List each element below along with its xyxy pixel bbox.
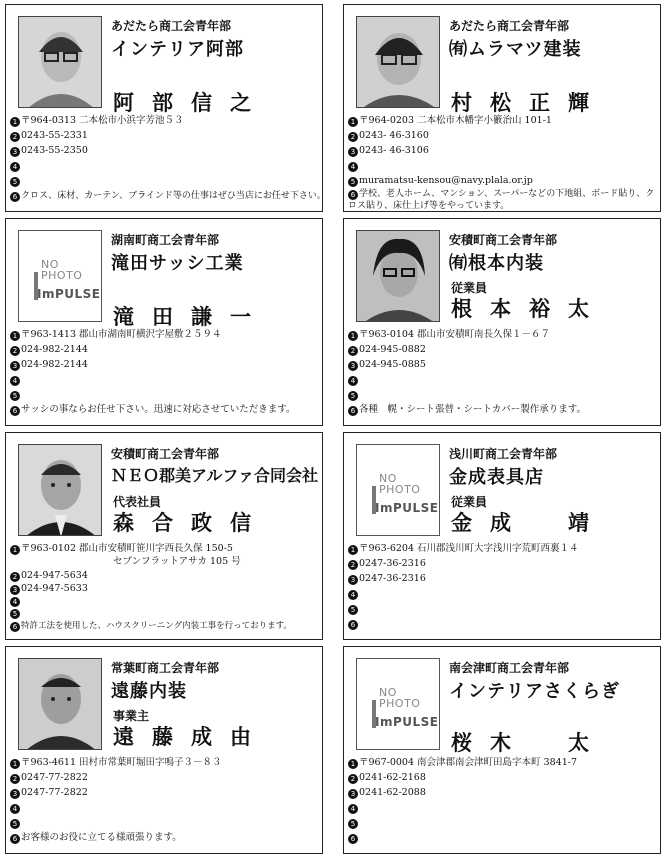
person-name: 森合政信: [113, 510, 269, 535]
empty-line: [348, 158, 656, 173]
company-name: 滝田サッシ工業: [111, 253, 244, 274]
description-line: 6 各種 幌・シート張替・シートカバー製作承ります。: [348, 402, 656, 417]
fax-line: 3 0241-62-2088: [348, 785, 656, 800]
member-card: [343, 646, 661, 854]
marker-icon: 4: [348, 162, 358, 172]
empty-line: [10, 595, 318, 607]
marker-icon: 2: [10, 132, 20, 142]
role-title: 事業主: [113, 709, 150, 723]
contact-lines: [10, 541, 318, 633]
contact-lines: [348, 113, 656, 212]
impulse-logo: ImPULSE: [375, 501, 439, 515]
role-title: 従業員: [451, 281, 488, 295]
email-line: [10, 607, 318, 619]
marker-icon: 4: [10, 804, 20, 814]
marker-icon: 1: [348, 759, 358, 769]
chamber-name: 南会津町商工会青年部: [449, 661, 570, 675]
description-line: 6 特許工法を使用した、ハウスクリーニング内装工事を行っております。: [10, 619, 318, 633]
marker-icon: 2: [348, 560, 358, 570]
marker-icon: 6: [348, 620, 358, 630]
member-card: [343, 4, 661, 212]
member-photo: [356, 230, 440, 322]
address-line: 1 〒963-1413 郡山市湖南町横沢字屋敷２５９４: [10, 327, 318, 342]
person-name: 金成 靖: [451, 510, 607, 535]
fax-line: 3 0243- 46-3106: [348, 143, 656, 158]
company-name: インテリアさくらぎ: [449, 681, 620, 702]
marker-icon: 3: [10, 361, 20, 371]
member-photo: [18, 444, 102, 536]
empty-line: [348, 586, 656, 601]
member-card: [5, 4, 326, 212]
marker-icon: 3: [10, 147, 20, 157]
company-name: ㈲根本内装: [449, 253, 544, 274]
description-line: 6 クロス、床材、カーテン、ブラインド等の仕事はぜひ当店にお任せ下さい。: [10, 188, 318, 204]
marker-icon: 3: [348, 575, 358, 585]
chamber-name: あだたら商工会青年部: [111, 19, 232, 33]
address-line: 1 〒963-0104 郡山市安積町南長久保１－６７: [348, 327, 656, 342]
member-photo: [18, 658, 102, 750]
marker-icon: 5: [348, 605, 358, 615]
phone-line: 2 0247-36-2316: [348, 556, 656, 571]
marker-icon: 2: [348, 132, 358, 142]
empty-line: [348, 800, 656, 815]
address-line: 1 〒964-0203 二本松市木幡字小籔治山 101-1: [348, 113, 656, 128]
contact-lines: [10, 327, 318, 417]
marker-icon: 1: [348, 117, 358, 127]
fax-line: 3 024-982-2144: [10, 357, 318, 372]
person-name: 村松正輝: [451, 90, 607, 115]
marker-icon: 1: [10, 759, 20, 769]
no-photo-placeholder: [356, 444, 440, 536]
phone-line: 2 024-947-5634: [10, 568, 318, 583]
email-line: 5 muramatsu-kensou@navy.plala.or.jp: [348, 173, 656, 188]
marker-icon: 5: [10, 609, 20, 619]
phone-line: 2 0243-55-2331: [10, 128, 318, 143]
address-line: 1 〒963-0102 郡山市安積町笹川字西長久保 150-5: [10, 541, 318, 556]
member-card: [5, 432, 323, 640]
person-name: 阿部信之: [113, 90, 269, 115]
member-card: [343, 432, 661, 640]
marker-icon: 4: [348, 804, 358, 814]
member-photo: [18, 16, 102, 108]
marker-icon: 2: [348, 346, 358, 356]
email-line: [348, 815, 656, 830]
fax-line: 3 0243-55-2350: [10, 143, 318, 158]
chamber-name: 浅川町商工会青年部: [449, 447, 558, 461]
chamber-name: あだたら商工会青年部: [449, 19, 570, 33]
person-name: 遠藤成由: [113, 724, 269, 749]
member-photo: [356, 16, 440, 108]
marker-icon: 3: [348, 147, 358, 157]
description-line: 6 サッシの事ならお任せ下さい。迅速に対応させていただきます。: [10, 402, 318, 417]
phone-line: 2 0247-77-2822: [10, 770, 318, 785]
person-name: 根本裕太: [451, 296, 607, 321]
fax-line: 3 0247-36-2316: [348, 571, 656, 586]
contact-lines: [348, 755, 656, 845]
marker-icon: 5: [10, 819, 20, 829]
marker-icon: 5: [348, 177, 358, 187]
chamber-name: 常葉町商工会青年部: [111, 661, 220, 675]
marker-icon: 6: [348, 190, 358, 200]
address-line: 1 〒963-4611 田村市常葉町堀田字鳴子３－８３: [10, 755, 318, 770]
marker-icon: 1: [348, 545, 358, 555]
person-name: 滝田謙一: [113, 304, 269, 329]
no-photo-text: NO PHOTO: [379, 686, 421, 710]
marker-icon: 4: [10, 376, 20, 386]
marker-icon: 6: [10, 622, 20, 632]
marker-icon: 2: [10, 572, 20, 582]
contact-lines: [10, 755, 318, 845]
phone-line: 2 024-945-0882: [348, 342, 656, 357]
marker-icon: 6: [10, 192, 20, 202]
description-line: 6 学校、老人ホーム、マンション、スーパーなどの下地組、ボード貼り、クロス貼り、床仕上げ等をやっています。: [348, 189, 655, 211]
company-name: ＮＥＯ郡美アルファ合同会社: [111, 466, 319, 485]
description-line: [348, 616, 656, 631]
marker-icon: 5: [10, 391, 20, 401]
marker-icon: 5: [10, 177, 20, 187]
company-name: インテリア阿部: [111, 39, 244, 60]
marker-icon: 6: [348, 834, 358, 844]
member-card: [5, 646, 323, 854]
email-line: [348, 387, 656, 402]
email-line: [348, 601, 656, 616]
member-card: [5, 218, 323, 426]
contact-lines: [348, 541, 656, 631]
chamber-name: 安積町商工会青年部: [111, 447, 220, 461]
address-line: 1 〒964-0313 二本松市小浜字芳池５３: [10, 113, 318, 128]
role-title: 従業員: [451, 495, 488, 509]
marker-icon: 5: [348, 819, 358, 829]
chamber-name: 安積町商工会青年部: [449, 233, 558, 247]
impulse-logo: ImPULSE: [37, 287, 101, 301]
email-line: [10, 387, 318, 402]
marker-icon: 1: [10, 331, 20, 341]
no-photo-text: NO PHOTO: [41, 258, 83, 282]
address-line: 1 〒963-6204 石川郡浅川町大字浅川字荒町西裏１４: [348, 541, 656, 556]
marker-icon: 2: [10, 774, 20, 784]
marker-icon: 2: [10, 346, 20, 356]
marker-icon: 3: [348, 789, 358, 799]
person-name: 桜木 太: [451, 730, 607, 755]
marker-icon: 3: [10, 789, 20, 799]
company-name: 金成表具店: [449, 467, 544, 488]
no-photo-text: NO PHOTO: [379, 472, 421, 496]
description-line: [348, 830, 656, 845]
contact-lines: [348, 327, 656, 417]
no-photo-placeholder: [18, 230, 102, 322]
fax-line: 3 024-945-0885: [348, 357, 656, 372]
role-title: 代表社員: [113, 495, 162, 509]
phone-line: 2 024-982-2144: [10, 342, 318, 357]
marker-icon: 4: [10, 597, 20, 607]
fax-line: 3 0247-77-2822: [10, 785, 318, 800]
email-line: [10, 815, 318, 830]
marker-icon: 3: [10, 585, 20, 595]
marker-icon: 4: [348, 590, 358, 600]
no-photo-placeholder: [356, 658, 440, 750]
marker-icon: 3: [348, 361, 358, 371]
impulse-logo: ImPULSE: [375, 715, 439, 729]
phone-line: 2 0243- 46-3160: [348, 128, 656, 143]
empty-line: [348, 372, 656, 387]
marker-icon: 1: [10, 117, 20, 127]
member-card: [343, 218, 661, 426]
marker-icon: 1: [348, 331, 358, 341]
address-line-2: セブンフラットアサカ 105 号: [113, 556, 241, 567]
phone-line: 2 0241-62-2168: [348, 770, 656, 785]
address-line: 1 〒967-0004 南会津郡南会津町田島字本町 3841-7: [348, 755, 656, 770]
marker-icon: 6: [10, 406, 20, 416]
marker-icon: 1: [10, 545, 20, 555]
company-name: ㈲ムラマツ建装: [449, 39, 582, 60]
marker-icon: 5: [348, 391, 358, 401]
contact-lines: [10, 113, 326, 204]
marker-icon: 6: [10, 834, 20, 844]
empty-line: [10, 800, 318, 815]
empty-line: [10, 372, 318, 387]
fax-line: 3 024-947-5633: [10, 583, 318, 595]
email-line: [10, 173, 318, 188]
marker-icon: 6: [348, 406, 358, 416]
marker-icon: 2: [348, 774, 358, 784]
empty-line: [10, 158, 318, 173]
marker-icon: 4: [348, 376, 358, 386]
description-line: 6 お客様のお役に立てる様頑張ります。: [10, 830, 318, 845]
chamber-name: 湖南町商工会青年部: [111, 233, 220, 247]
company-name: 遠藤内装: [111, 681, 187, 702]
marker-icon: 4: [10, 162, 20, 172]
